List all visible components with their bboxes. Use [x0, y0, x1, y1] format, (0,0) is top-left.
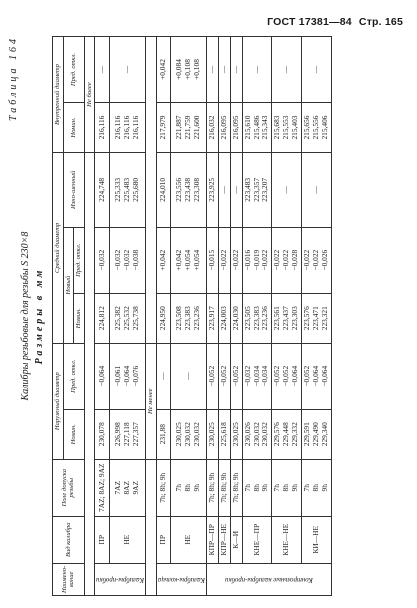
cell-m-dev-line: −0,032 — [122, 249, 132, 271]
cell-i-nom-line: 215,553 — [281, 115, 291, 140]
cell-o-dev — [242, 343, 272, 409]
cell-m-dev-line: −0,032 — [113, 249, 123, 271]
cell-o-nom — [207, 409, 219, 459]
group-label-rings — [156, 563, 206, 595]
cell-o-dev — [301, 343, 331, 409]
cell-m-nom-line: 224,003 — [218, 306, 228, 331]
cell-field-line: 7h; 8h; 9h — [218, 472, 228, 503]
cell-field-line: 9h — [192, 484, 202, 492]
cell-i-dev — [95, 37, 110, 103]
gauge-type: КПР—НЕ — [218, 516, 230, 563]
cell-i-dev-line: +0,108 — [192, 59, 202, 80]
cell-o-nom-line: 230,026 — [242, 422, 252, 447]
cell-field — [95, 459, 110, 516]
cell-o-dev-line: −0,052 — [207, 365, 216, 387]
cell-i-nom-line: 215,343 — [260, 115, 270, 140]
page-number: Стр. 165 — [358, 16, 403, 28]
cell-worn — [218, 153, 230, 228]
cell-i-nom-line: 216,116 — [113, 115, 123, 140]
cell-m-nom — [109, 293, 145, 343]
cell-m-nom-line: 225,738 — [131, 306, 141, 331]
cell-i-nom — [109, 103, 145, 153]
cell-field-line: 7h; 8h; 9h — [230, 472, 240, 503]
col-middle: Средний диаметр — [53, 153, 64, 344]
cell-o-nom-line: 227,357 — [131, 422, 141, 447]
group-label-text: Калибры-кольца — [157, 576, 205, 584]
col-name: Наимено-вание — [53, 563, 85, 595]
cell-i-dev-line: — — [230, 65, 240, 74]
note-row — [146, 37, 157, 596]
cell-i-nom — [171, 103, 207, 153]
cell-m-nom-line: 223,321 — [319, 306, 329, 331]
cell-m-dev-line: −0,028 — [290, 249, 299, 271]
cell-i-nom-line: 216,095 — [230, 115, 240, 140]
cell-o-nom — [301, 409, 331, 459]
cell-m-dev-line: −0,022 — [301, 249, 311, 271]
cell-i-dev-line: — — [251, 65, 261, 74]
cell-i-dev — [207, 37, 219, 103]
col-outer-nom: Номин. — [63, 409, 84, 459]
group-label-plugs — [95, 563, 146, 595]
table-row — [301, 37, 331, 596]
cell-m-dev — [242, 227, 272, 293]
cell-o-nom-line: 226,998 — [113, 422, 123, 447]
gauge-type: КПР—ПР — [207, 516, 219, 563]
cell-field — [156, 459, 170, 516]
cell-m-dev — [230, 227, 242, 293]
cell-i-nom — [301, 103, 331, 153]
table-body — [84, 37, 331, 596]
cell-o-dev — [156, 343, 170, 409]
cell-o-dev-line: −0,052 — [272, 365, 282, 387]
cell-o-dev-line: −0,064 — [122, 365, 132, 387]
cell-o-nom-line: 230,032 — [260, 422, 270, 447]
table-row — [156, 37, 170, 596]
cell-i-dev-line: — — [310, 65, 320, 74]
col-middle-new-nom: Номин. — [74, 293, 85, 343]
cell-o-dev-line: −0,064 — [96, 365, 106, 387]
cell-m-nom — [156, 293, 170, 343]
cell-field — [272, 459, 302, 516]
cell-field — [218, 459, 230, 516]
cell-m-dev-line: −0,026 — [319, 249, 329, 271]
note-spacer — [146, 37, 157, 344]
cell-i-nom-line: 216,032 — [207, 115, 216, 140]
cell-o-dev — [218, 343, 230, 409]
col-field: Поле допуска резьбы — [53, 459, 85, 516]
table-row — [95, 37, 110, 596]
cell-m-nom-line: 223,437 — [281, 306, 291, 331]
table-row — [272, 37, 302, 596]
col-middle-new: Новый — [63, 227, 74, 343]
cell-field-line: 7h; 8h; 9h — [158, 472, 168, 503]
cell-o-dev-line: — — [183, 372, 193, 380]
gauge-type: НЕ — [171, 516, 207, 563]
cell-o-nom-line: 229,332 — [290, 422, 299, 447]
gauge-type: КНЕ—ПР — [242, 516, 272, 563]
cell-m-nom — [171, 293, 207, 343]
table-units: Размеры в мм — [34, 267, 45, 365]
cell-m-dev — [272, 227, 302, 293]
cell-worn — [156, 153, 170, 228]
cell-o-nom-line: 229,340 — [319, 422, 329, 447]
page-header — [263, 16, 403, 28]
cell-m-nom — [218, 293, 230, 343]
cell-o-dev — [272, 343, 302, 409]
cell-m-nom — [301, 293, 331, 343]
cell-m-nom-line: 223,561 — [272, 306, 282, 331]
note-not-more: Не более — [84, 37, 95, 153]
cell-worn-line: 223,925 — [207, 177, 216, 202]
group-label-control — [207, 563, 332, 595]
cell-i-nom — [242, 103, 272, 153]
cell-m-nom-line: 223,508 — [174, 306, 184, 331]
cell-worn-line: 225,333 — [113, 177, 123, 202]
cell-field — [242, 459, 272, 516]
col-outer: Наружный диаметр — [53, 343, 64, 459]
cell-worn-line: 225,483 — [122, 177, 132, 202]
cell-m-dev — [109, 227, 145, 293]
cell-field — [301, 459, 331, 516]
note-not-less: Не менее — [146, 343, 157, 459]
cell-field-line: 7h; 8h; 9h — [207, 472, 216, 503]
col-inner: Внутренний диаметр — [53, 37, 64, 153]
cell-o-dev-line: −0,032 — [242, 365, 252, 387]
cell-m-dev — [171, 227, 207, 293]
cell-i-dev-line: — — [207, 65, 216, 74]
cell-field-line: 7AZ — [113, 480, 123, 495]
cell-field-line: 8h — [251, 484, 261, 492]
cell-o-nom-line: 230,032 — [251, 422, 261, 447]
cell-worn-line: — — [281, 186, 291, 194]
cell-worn-line: 223,308 — [192, 177, 202, 202]
gauge-type: ПР — [156, 516, 170, 563]
cell-worn-line: 223,207 — [260, 177, 270, 202]
cell-o-dev-line: −0,052 — [281, 365, 291, 387]
table-row — [242, 37, 272, 596]
cell-worn-line: 223,556 — [174, 177, 184, 202]
cell-o-dev-line: −0,052 — [230, 365, 240, 387]
cell-m-dev — [301, 227, 331, 293]
cell-worn-line: 223,357 — [251, 177, 261, 202]
note-row — [84, 37, 95, 596]
cell-i-nom-line: 216,116 — [96, 115, 106, 140]
cell-worn — [109, 153, 145, 228]
cell-m-nom — [242, 293, 272, 343]
cell-i-dev — [230, 37, 242, 103]
cell-o-dev-line: −0,061 — [113, 365, 123, 387]
table-row — [230, 37, 242, 596]
cell-o-dev — [207, 343, 219, 409]
cell-o-dev — [109, 343, 145, 409]
cell-m-dev-line: +0,042 — [158, 249, 168, 271]
col-vid: Вид калибра — [53, 516, 85, 563]
cell-field-line: 8h — [183, 484, 193, 492]
table-row — [171, 37, 207, 596]
cell-m-dev — [156, 227, 170, 293]
cell-i-nom-line: 216,116 — [131, 115, 141, 140]
cell-field-line: 8AZ — [122, 480, 132, 495]
cell-field-line: 9h — [319, 484, 329, 492]
cell-i-dev — [272, 37, 302, 103]
table-row — [207, 37, 219, 596]
cell-i-nom-line: 215,683 — [272, 115, 282, 140]
cell-field-line: 7h — [242, 484, 252, 492]
col-middle-new-dev: Пред. откл. — [74, 227, 85, 293]
cell-i-nom — [272, 103, 302, 153]
cell-i-nom — [156, 103, 170, 153]
cell-m-nom-line: 223,471 — [310, 306, 320, 331]
cell-m-nom — [95, 293, 110, 343]
cell-i-dev — [171, 37, 207, 103]
cell-i-nom-line: 215,610 — [242, 115, 252, 140]
cell-worn-line: 224,748 — [96, 177, 106, 202]
note-spacer — [84, 153, 95, 596]
cell-i-dev-line: — — [218, 65, 228, 74]
cell-o-dev-line: — — [158, 372, 168, 380]
cell-i-dev — [156, 37, 170, 103]
cell-o-nom-line: 230,025 — [174, 422, 184, 447]
cell-o-dev — [171, 343, 207, 409]
cell-o-nom-line: 229,591 — [301, 422, 311, 447]
cell-worn-line: — — [310, 186, 320, 194]
col-middle-worn: Изно-шенный — [63, 153, 84, 228]
cell-o-nom-line: 230,025 — [207, 422, 216, 447]
cell-m-dev-line: −0,016 — [242, 249, 252, 271]
cell-i-dev — [109, 37, 145, 103]
cell-m-dev-line: +0,042 — [174, 249, 184, 271]
cell-m-nom-line: 224,950 — [158, 306, 168, 331]
cell-m-dev-line: −0,022 — [310, 249, 320, 271]
cell-worn-line: — — [218, 186, 228, 194]
cell-field-line: 8h — [281, 484, 291, 492]
cell-o-nom-line: 227,118 — [122, 422, 132, 447]
cell-m-nom-line: 223,303 — [290, 306, 299, 331]
cell-worn-line: 224,010 — [158, 177, 168, 202]
cell-worn-line: 223,483 — [242, 177, 252, 202]
cell-i-dev — [218, 37, 230, 103]
cell-i-dev — [301, 37, 331, 103]
cell-worn — [207, 153, 219, 228]
cell-field-line: 9h — [260, 484, 270, 492]
cell-worn-line: — — [230, 186, 240, 194]
cell-o-dev-line: −0,034 — [251, 365, 261, 387]
cell-i-nom-line: 217,979 — [158, 115, 168, 140]
cell-m-nom-line: 223,383 — [251, 306, 261, 331]
cell-o-nom — [95, 409, 110, 459]
cell-worn — [171, 153, 207, 228]
cell-m-dev-line: −0,022 — [281, 249, 291, 271]
cell-m-nom-line: 224,030 — [230, 306, 240, 331]
cell-o-dev-line: −0,064 — [310, 365, 320, 387]
cell-o-nom — [230, 409, 242, 459]
cell-m-nom-line: 223,383 — [183, 306, 193, 331]
cell-o-nom-line: 225,618 — [218, 422, 228, 447]
cell-i-nom-line: 215,403 — [290, 115, 299, 140]
cell-i-dev-line: — — [281, 65, 291, 74]
cell-field-line: 9h — [290, 484, 299, 492]
cell-m-nom-line: 223,576 — [301, 306, 311, 331]
cell-i-nom — [230, 103, 242, 153]
cell-o-nom — [156, 409, 170, 459]
cell-m-nom-line: 223,505 — [242, 306, 252, 331]
cell-worn — [95, 153, 110, 228]
cell-o-dev-line: −0,052 — [218, 365, 228, 387]
cell-field-line: 7AZ; 8AZ; 9AZ — [96, 463, 106, 512]
cell-m-dev-line: +0,054 — [192, 249, 202, 271]
col-inner-dev: Пред. откл. — [63, 37, 84, 103]
cell-i-nom-line: 216,095 — [218, 115, 228, 140]
gauge-type: КНЕ—НЕ — [272, 516, 302, 563]
gauge-table — [52, 36, 332, 596]
cell-m-dev-line: −0,022 — [218, 249, 228, 271]
cell-o-nom-line: 230,032 — [192, 422, 202, 447]
cell-worn-line: 225,680 — [131, 177, 141, 202]
cell-i-nom-line: 221,759 — [183, 115, 193, 140]
cell-m-dev — [218, 227, 230, 293]
cell-i-nom-line: 215,406 — [319, 115, 329, 140]
table-caption: Калибры резьбовые для резьбы S 230×8 — [20, 231, 31, 401]
cell-o-dev-line: −0,052 — [301, 365, 311, 387]
cell-i-nom-line: 221,887 — [174, 115, 184, 140]
cell-i-dev — [242, 37, 272, 103]
cell-m-nom — [272, 293, 302, 343]
cell-i-dev-line: +0,084 — [174, 59, 184, 80]
cell-field-line: 7h — [272, 484, 282, 492]
gauge-type: КИ—НЕ — [301, 516, 331, 563]
cell-field-line: 7h — [174, 484, 184, 492]
cell-o-nom — [272, 409, 302, 459]
group-label-text: Калибры-пробки — [96, 576, 145, 584]
cell-m-dev-line: −0,022 — [260, 249, 270, 271]
cell-i-dev-line: +0,042 — [158, 59, 168, 80]
rotated-content — [8, 36, 406, 596]
cell-i-nom-line: 221,600 — [192, 115, 202, 140]
cell-i-nom — [218, 103, 230, 153]
cell-field-line: 8h — [310, 484, 320, 492]
cell-o-nom-line: 231,88 — [158, 424, 168, 445]
cell-field — [207, 459, 219, 516]
cell-worn-line: 223,438 — [183, 177, 193, 202]
cell-field — [171, 459, 207, 516]
cell-o-nom-line: 229,576 — [272, 422, 282, 447]
cell-o-nom-line: 230,025 — [230, 422, 240, 447]
cell-m-nom-line: 225,532 — [122, 306, 132, 331]
cell-m-dev — [207, 227, 219, 293]
cell-field — [230, 459, 242, 516]
cell-m-nom — [207, 293, 219, 343]
cell-m-dev-line: −0,015 — [207, 249, 216, 271]
cell-m-nom-line: 223,236 — [260, 306, 270, 331]
cell-m-dev-line: −0,022 — [230, 249, 240, 271]
cell-field-line: 9AZ — [131, 480, 141, 495]
note-spacer — [146, 459, 157, 595]
cell-m-dev-line: −0,032 — [96, 249, 106, 271]
table-number: Таблица 164 — [8, 36, 19, 121]
cell-o-nom-line: 229,490 — [310, 422, 320, 447]
cell-i-nom-line: 215,556 — [310, 115, 320, 140]
cell-o-nom — [242, 409, 272, 459]
cell-worn — [242, 153, 272, 228]
table-caption-block — [8, 36, 52, 596]
cell-m-dev-line: −0,038 — [131, 249, 141, 271]
gauge-type: К—И — [230, 516, 242, 563]
cell-i-nom-line: 216,116 — [122, 115, 132, 140]
cell-m-dev — [95, 227, 110, 293]
cell-i-dev-line: +0,108 — [183, 59, 193, 80]
cell-field-line: 7h — [301, 484, 311, 492]
cell-i-nom — [207, 103, 219, 153]
cell-o-nom-line: 229,448 — [281, 422, 291, 447]
cell-m-nom-line: 223,917 — [207, 306, 216, 331]
cell-worn — [230, 153, 242, 228]
cell-i-nom-line: 215,656 — [301, 115, 311, 140]
gauge-type: НЕ — [109, 516, 145, 563]
cell-m-nom-line: 225,382 — [113, 306, 123, 331]
cell-o-nom — [218, 409, 230, 459]
cell-o-nom-line: 230,078 — [96, 422, 106, 447]
cell-i-dev-line: — — [96, 65, 106, 74]
cell-o-dev-line: −0,064 — [290, 365, 299, 387]
cell-m-dev-line: +0,054 — [183, 249, 193, 271]
gauge-type: ПР — [95, 516, 110, 563]
cell-o-dev-line: −0,076 — [131, 365, 141, 387]
cell-m-nom-line: 224,812 — [96, 306, 106, 331]
table-row — [109, 37, 145, 596]
col-inner-nom: Номин. — [63, 103, 84, 153]
cell-m-nom — [230, 293, 242, 343]
col-outer-dev: Пред. откл. — [63, 343, 84, 409]
cell-i-nom — [95, 103, 110, 153]
cell-o-nom-line: 230,032 — [183, 422, 193, 447]
group-label-text: Контрольные калибры-пробки — [224, 576, 313, 584]
cell-o-dev-line: −0,064 — [319, 365, 329, 387]
cell-o-dev — [230, 343, 242, 409]
cell-m-nom-line: 223,236 — [192, 306, 202, 331]
cell-worn — [272, 153, 302, 228]
cell-o-nom — [171, 409, 207, 459]
cell-m-dev-line: −0,019 — [251, 249, 261, 271]
table-row — [218, 37, 230, 596]
cell-field — [109, 459, 145, 516]
cell-o-nom — [109, 409, 145, 459]
standard-code: ГОСТ 17381—84 — [267, 16, 352, 28]
cell-o-dev — [95, 343, 110, 409]
cell-o-dev-line: −0,034 — [260, 365, 270, 387]
cell-worn — [301, 153, 331, 228]
cell-m-dev-line: −0,022 — [272, 249, 282, 271]
cell-i-nom-line: 215,486 — [251, 115, 261, 140]
cell-i-dev-line: — — [122, 65, 132, 74]
